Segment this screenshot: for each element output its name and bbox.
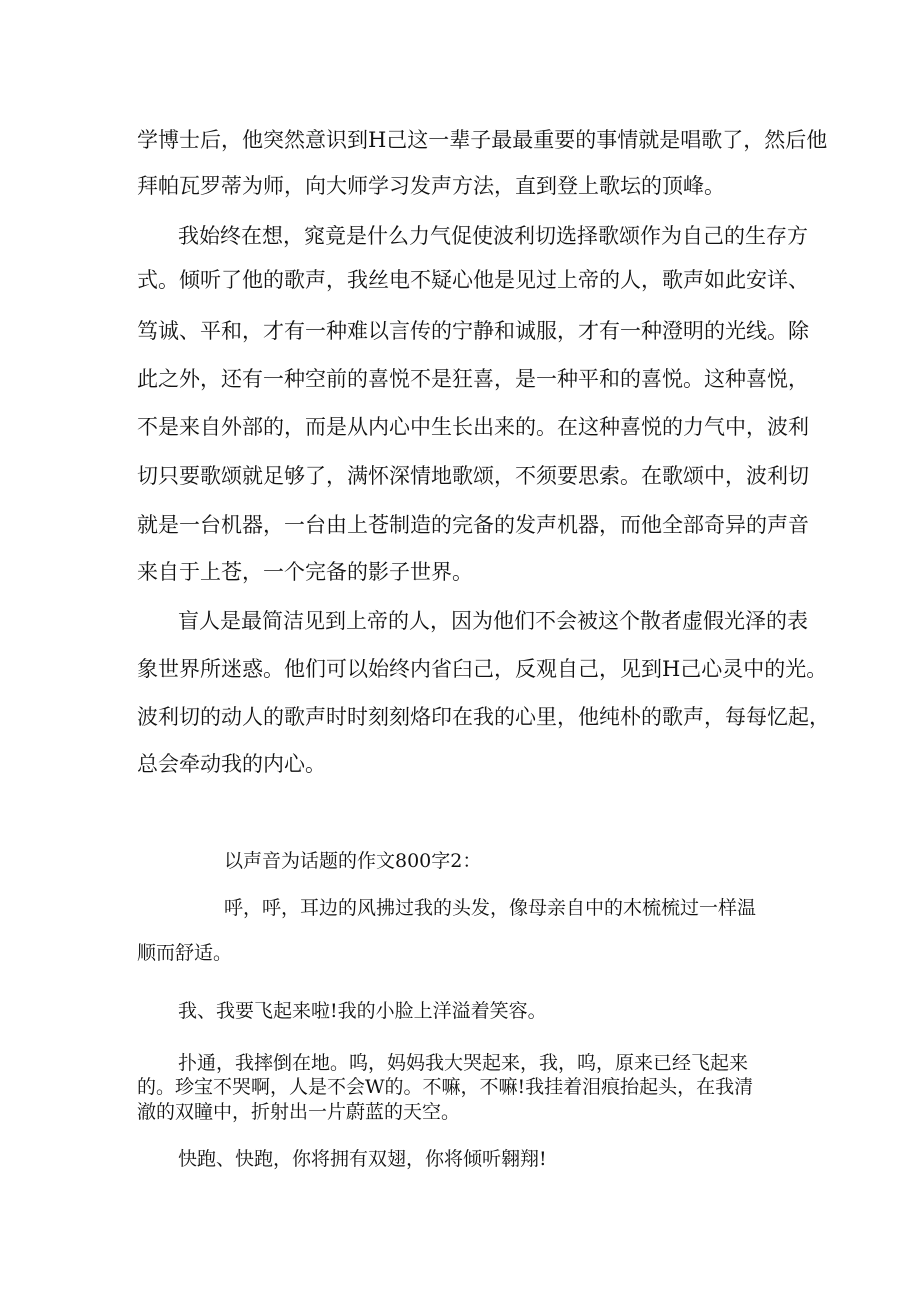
paragraph-start-line: 快跑、快跑，你将拥有双翅，你将倾听翱翔! — [178, 1148, 547, 1170]
paragraph-start-line: 盲人是最简洁见到上帝的人，因为他们不会被这个散者虚假光泽的表 — [178, 609, 808, 633]
text-line: 就是一台机器，一台由上苍制造的完备的发声机器，而他全部奇异的声音 — [137, 513, 809, 537]
paragraph-start-line: 我、我要飞起来啦!我的小脸上洋溢着笑容。 — [178, 1000, 547, 1022]
text-line: 不是来自外部的，而是从内心中生长出来的。在这种喜悦的力气中，波利 — [137, 415, 809, 439]
text-line: 拜帕瓦罗蒂为师，向大师学习发声方法，直到登上歌坛的顶峰。 — [137, 174, 725, 198]
text-line: 波利切的动人的歌声时时刻刻烙印在我的心里，他纯朴的歌声，每每忆起， — [137, 705, 830, 729]
text-line: 笃诚、平和，才有一种难以言传的宁静和诚服，才有一种澄明的光线。除 — [137, 319, 809, 343]
paragraph-start-line: 呼，呼，耳边的风拂过我的头发，像母亲自中的木梳梳过一样温 — [224, 897, 757, 919]
text-line: 象世界所迷惑。他们可以始终内省臼己，反观自己，见到H己心灵中的光。 — [137, 657, 828, 681]
text-line: 澈的双瞳中，折射出一片蔚蓝的天空。 — [137, 1101, 461, 1123]
paragraph-start-line: 我始终在想，窕竟是什么力气促使波利切选择歌颂作为自己的生存方 — [178, 224, 808, 248]
text-line: 此之外，还有一种空前的喜悦不是狂喜，是一种平和的喜悦。这种喜悦， — [137, 367, 809, 391]
text-line: 来自于上苍，一个完备的影子世界。 — [137, 560, 473, 584]
text-line: 式。倾听了他的歌声，我丝电不疑心他是见过上帝的人，歌声如此安详、 — [137, 268, 809, 292]
text-line: 切只要歌颂就足够了，满怀深情地歌颂，不须要思索。在歌颂中，波利切 — [137, 464, 809, 488]
text-line: 总会牵动我的内心。 — [137, 752, 326, 776]
essay-title: 以声音为话题的作文800字2： — [224, 850, 482, 872]
paragraph-start-line: 扑通，我摔倒在地。呜，妈妈我大哭起来，我，呜，原来已经飞起来 — [178, 1052, 749, 1074]
text-line: 顺而舒适。 — [137, 942, 233, 964]
text-line: 的。珍宝不哭啊，人是不会W的。不嘛，不嘛!我挂着泪痕抬起头，在我清 — [137, 1076, 754, 1098]
text-line: 学博士后，他突然意识到H己这一辈子最最重要的事情就是唱歌了，然后他 — [137, 128, 828, 152]
